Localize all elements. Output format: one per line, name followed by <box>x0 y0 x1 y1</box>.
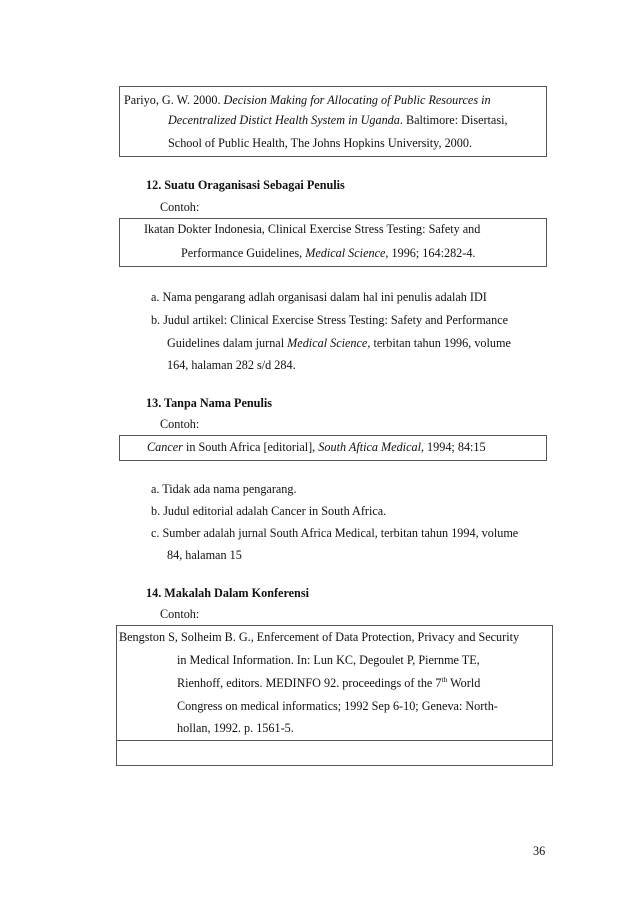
reference-pariyo-line-1 <box>124 92 542 108</box>
section-13-item-b: b. Judul editorial adalah Cancer in South Africa. <box>151 504 387 518</box>
section-12-item-b-line-2 <box>167 335 546 351</box>
section-13-item-a: a. Tidak ada nama pengarang. <box>151 482 297 496</box>
reference-bengston-line-2: in Medical Information. In: Lun KC, Degoulet P, Piernme TE, <box>177 653 480 667</box>
reference-text: in South Africa [editorial], <box>182 440 319 454</box>
reference-pariyo-line-3: School of Public Health, The Johns Hopkins University, 2000. <box>168 136 472 150</box>
reference-pariyo-line-2 <box>168 112 542 128</box>
section-13-item-c-line-1: c. Sumber adalah jurnal South Africa Medical, terbitan tahun 1994, volume <box>151 526 519 540</box>
reference-cancer-line <box>147 439 486 455</box>
reference-bengston-line-5: hollan, 1992. p. 1561-5. <box>177 721 294 735</box>
reference-bengston-line-1: Bengston S, Solheim B. G., Enfercement of Data Protection, Privacy and Security <box>119 630 520 644</box>
journal-name-italic: Medical Science, <box>305 246 389 260</box>
reference-text: . Baltimore: Disertasi, <box>399 113 508 127</box>
reference-text: Performance Guidelines, <box>181 246 306 260</box>
reference-bengston-line-4: Congress on medical informatics; 1992 Sep 6-10; Geneva: North- <box>177 699 498 713</box>
reference-text: , 1994; 84:15 <box>420 440 486 454</box>
journal-name-italic: South Aftica Medical <box>318 440 421 454</box>
page-number: 36 <box>533 844 546 858</box>
ordinal-superscript: th <box>441 675 448 684</box>
section-14-contoh-label: Contoh: <box>160 607 200 621</box>
reference-idi-line-1: Ikatan Dokter Indonesia, Clinical Exercise Stress Testing: Safety and <box>144 222 481 236</box>
reference-bengston-line-3 <box>177 675 547 691</box>
title-italic: Cancer <box>147 440 183 454</box>
reference-text: 1996; 164:282-4. <box>388 246 476 260</box>
journal-name-italic: Medical Science, <box>287 336 371 350</box>
section-12-item-b-line-1: b. Judul artikel: Clinical Exercise Stress Testing: Safety and Performance <box>151 313 509 327</box>
section-12-heading: 12. Suatu Oraganisasi Sebagai Penulis <box>146 178 345 192</box>
reference-title-italic: Decision Making for Allocating of Public Resources in <box>223 93 491 107</box>
reference-text: Pariyo, G. W. 2000. <box>124 93 221 107</box>
list-text: terbitan tahun 1996, volume <box>370 336 511 350</box>
reference-text: Rienhoff, editors. MEDINFO 92. proceedings of the 7 <box>177 676 442 690</box>
section-12-item-a: a. Nama pengarang adlah organisasi dalam hal ini penulis adalah IDI <box>151 290 487 304</box>
section-12-item-b-line-3: 164, halaman 282 s/d 284. <box>167 358 296 372</box>
reference-text: World <box>447 676 481 690</box>
reference-box-bengston <box>116 625 553 766</box>
section-13-heading: 13. Tanpa Nama Penulis <box>146 396 272 410</box>
section-14-heading: 14. Makalah Dalam Konferensi <box>146 586 309 600</box>
reference-idi-line-2 <box>181 245 475 261</box>
section-12-contoh-label: Contoh: <box>160 200 200 214</box>
list-text: Guidelines dalam jurnal <box>167 336 288 350</box>
section-13-item-c-line-2: 84, halaman 15 <box>167 548 242 562</box>
reference-title-italic: Decentralized Distict Health System in Uganda <box>168 113 400 127</box>
section-13-contoh-label: Contoh: <box>160 417 200 431</box>
reference-box-divider <box>116 740 553 741</box>
